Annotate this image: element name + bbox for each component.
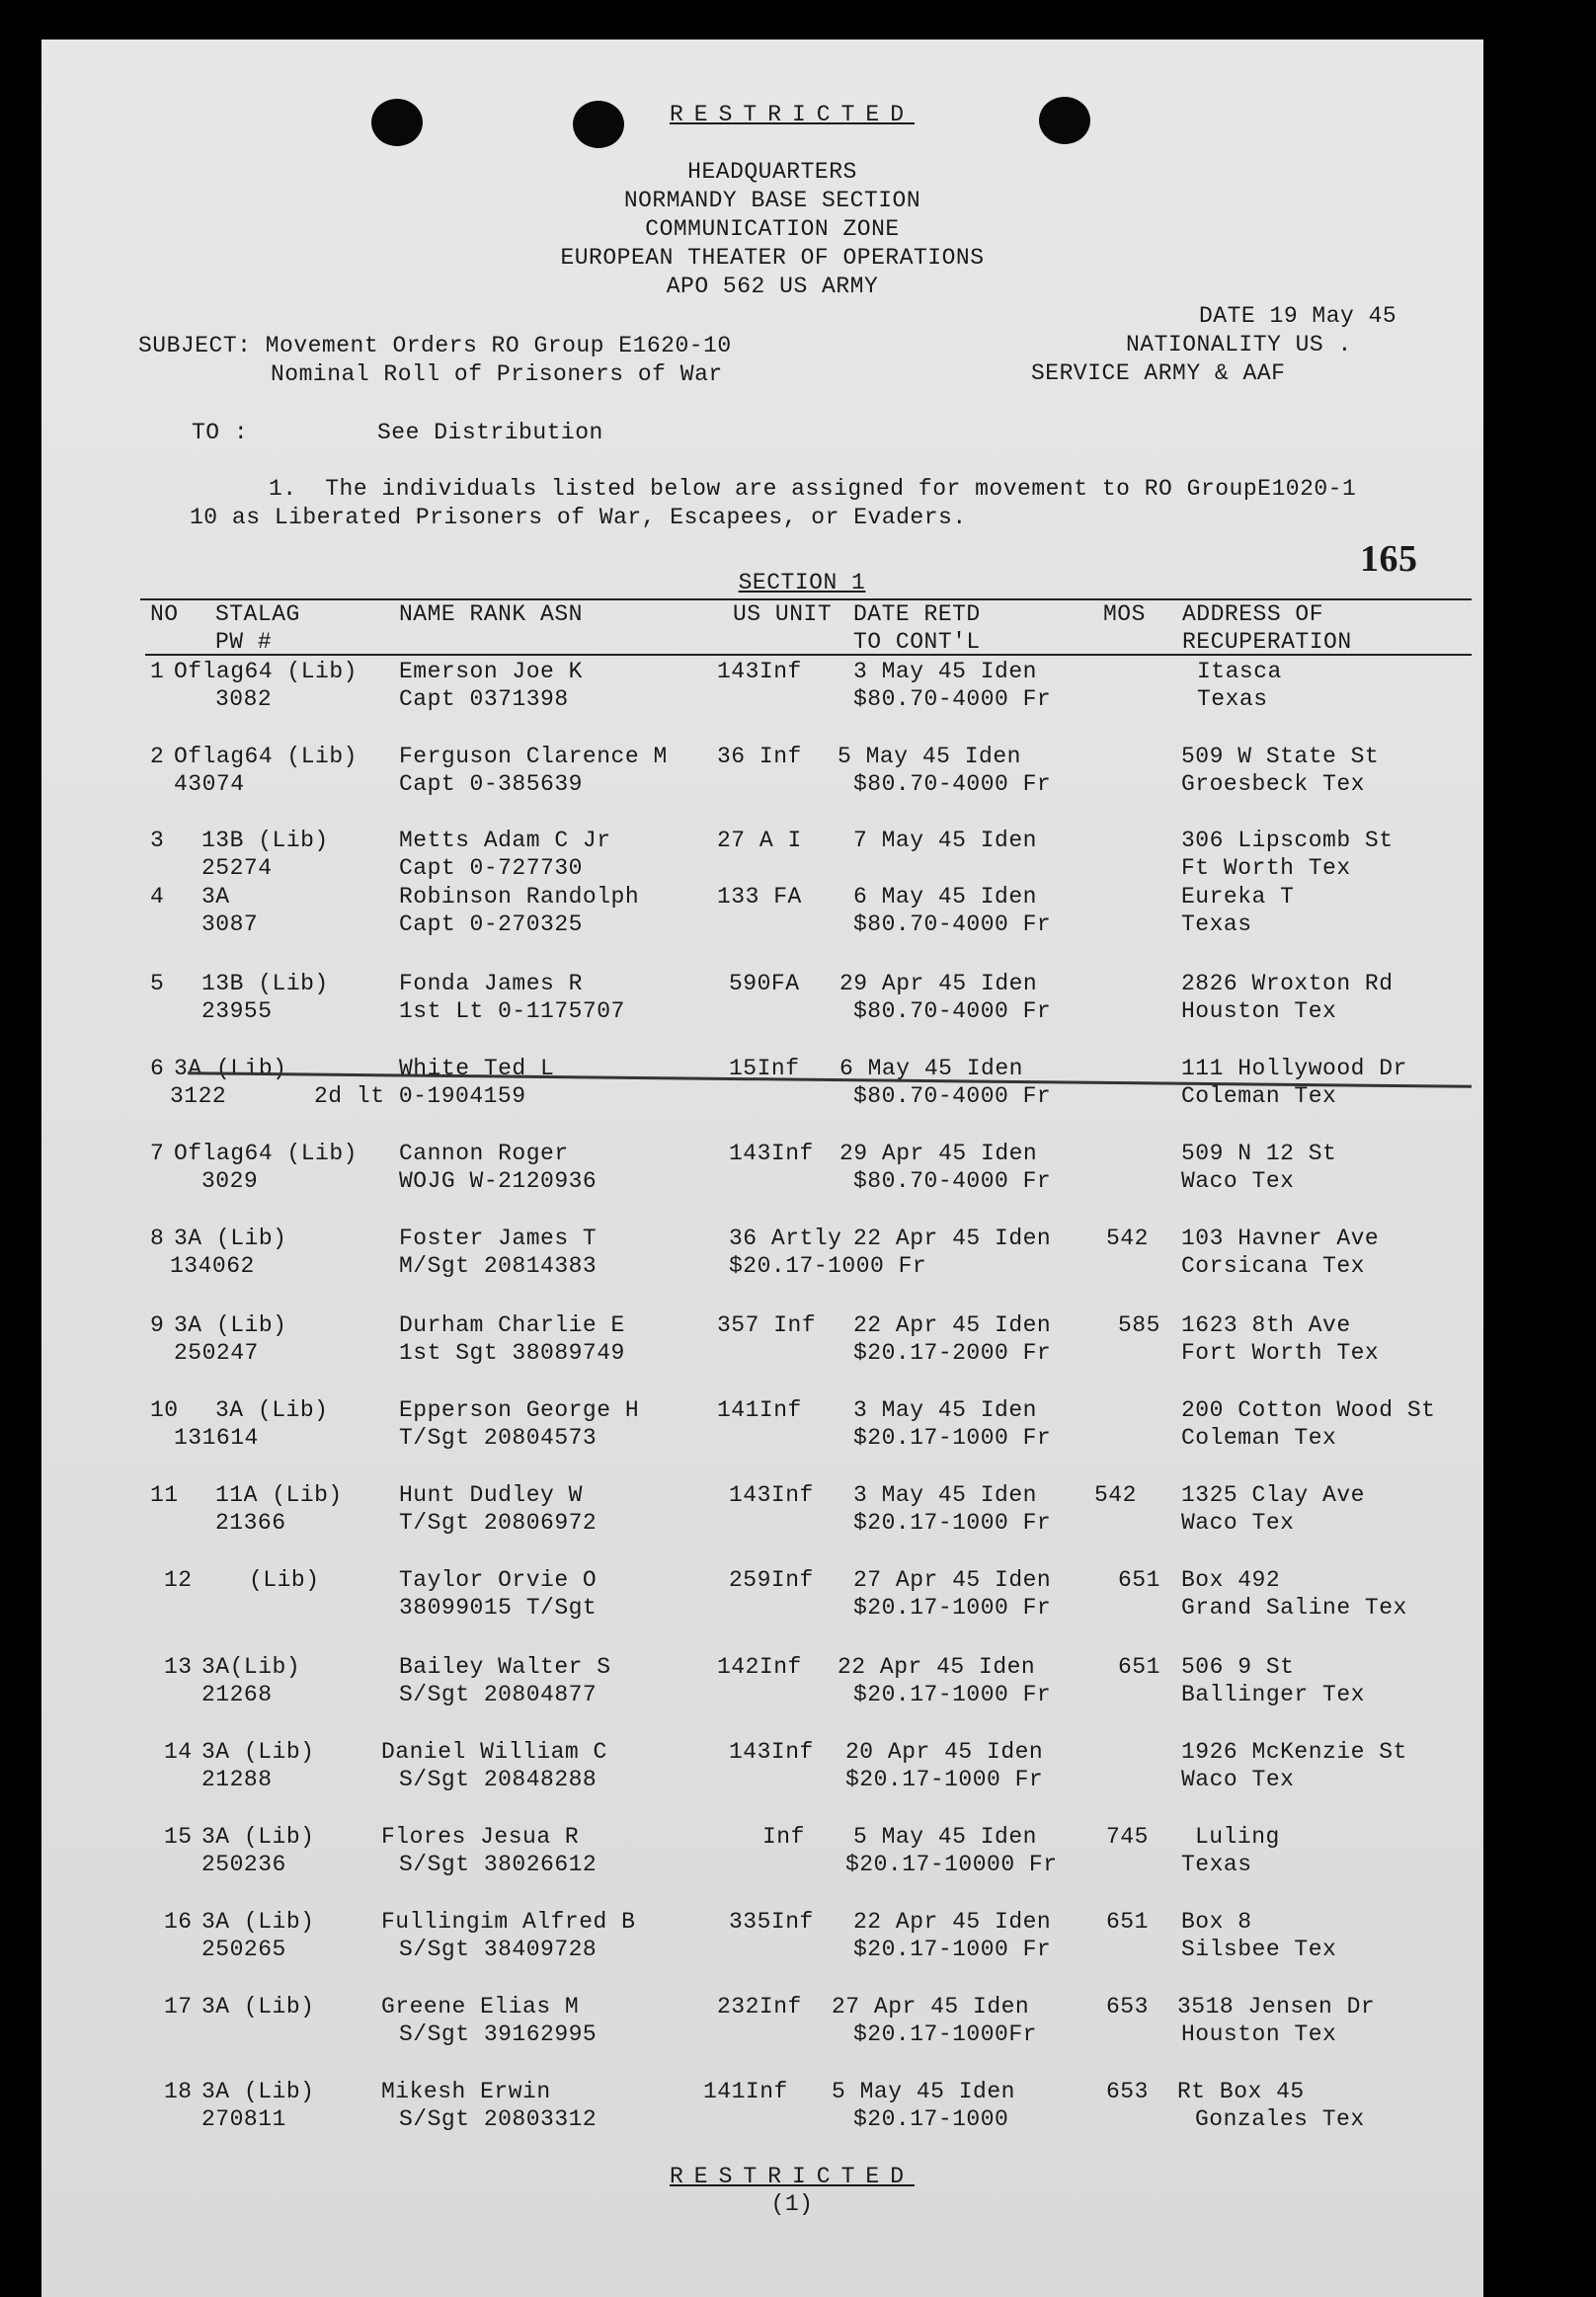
row-date: 6 May 45 Iden [839, 1056, 1023, 1081]
to-label: TO : [192, 420, 249, 445]
restricted-header: RESTRICTED [669, 102, 916, 127]
row-unit: 259Inf [729, 1567, 814, 1593]
row-pay: $80.70-4000 Fr [853, 771, 1052, 797]
row-unit: 141Inf [703, 2079, 788, 2104]
page-stamp: 165 [1360, 538, 1418, 580]
row-address-1: Rt Box 45 [1177, 2079, 1305, 2104]
row-date: 6 May 45 Iden [853, 884, 1037, 910]
row-rank: 2d lt 0-1904159 [314, 1083, 526, 1109]
row-pw: 3082 [215, 686, 273, 712]
row-address-2: Waco Tex [1181, 1510, 1295, 1536]
row-no: 15 [164, 1824, 193, 1850]
row-no: 12 [164, 1567, 193, 1593]
row-rank: 38099015 T/Sgt [399, 1595, 598, 1621]
row-stalag: 3A (Lib) [201, 2079, 315, 2104]
row-address-1: Itasca [1197, 659, 1282, 684]
row-date: 3 May 45 Iden [853, 1482, 1037, 1508]
row-unit: 15Inf [729, 1056, 800, 1081]
to-value: See Distribution [377, 420, 603, 445]
row-rank: S/Sgt 39162995 [399, 2021, 598, 2047]
row-stalag: 3A (Lib) [174, 1226, 287, 1251]
table-row [41, 1481, 1483, 1550]
row-unit: 143Inf [717, 659, 802, 684]
subject-line: SUBJECT: Movement Orders RO Group E1620-10 [138, 333, 732, 358]
row-address-2: Fort Worth Tex [1181, 1340, 1380, 1366]
table-row [41, 1566, 1483, 1635]
row-date: 3 May 45 Iden [853, 659, 1037, 684]
row-address-1: 1325 Clay Ave [1181, 1482, 1365, 1508]
table-row [41, 658, 1483, 727]
table-row [41, 1396, 1483, 1465]
row-address-2: Houston Tex [1181, 998, 1337, 1024]
row-pw: 3087 [201, 911, 259, 937]
row-rank: Capt 0-385639 [399, 771, 583, 797]
row-name: Metts Adam C Jr [399, 828, 611, 853]
row-name: Mikesh Erwin [381, 2079, 551, 2104]
row-stalag: Oflag64 (Lib) [174, 744, 358, 769]
paragraph-line: 10 as Liberated Prisoners of War, Escapees, or Evaders. [190, 505, 967, 530]
row-pw: 270811 [201, 2106, 286, 2132]
row-pw: 21288 [201, 1767, 273, 1792]
row-rank: S/Sgt 38409728 [399, 1937, 598, 1962]
row-mos: 651 [1118, 1654, 1160, 1680]
row-pay: $80.70-4000 Fr [853, 686, 1052, 712]
row-date: 5 May 45 Iden [832, 2079, 1015, 2104]
row-pay: $80.70-4000 Fr [853, 1168, 1052, 1194]
row-address-2: Waco Tex [1181, 1767, 1295, 1792]
row-date: 5 May 45 Iden [838, 744, 1021, 769]
row-rank: Capt 0-727730 [399, 855, 583, 881]
table-row [41, 1738, 1483, 1807]
row-no: 6 [150, 1056, 165, 1081]
row-address-1: Box 8 [1181, 1909, 1252, 1935]
row-address-1: 1926 McKenzie St [1181, 1739, 1407, 1765]
row-address-2: Ballinger Tex [1181, 1682, 1365, 1707]
table-row [41, 1225, 1483, 1294]
row-address-2: Texas [1181, 1852, 1252, 1877]
row-unit: 143Inf [729, 1482, 814, 1508]
row-name: Epperson George H [399, 1397, 640, 1423]
org-line: EUROPEAN THEATER OF OPERATIONS [560, 245, 985, 271]
row-no: 2 [150, 744, 165, 769]
row-no: 9 [150, 1312, 165, 1338]
row-stalag: 3A (Lib) [174, 1312, 287, 1338]
row-address-2: Texas [1197, 686, 1268, 712]
row-stalag: 3A(Lib) [201, 1654, 301, 1680]
row-stalag: 13B (Lib) [201, 828, 329, 853]
row-pay: $20.17-1000 Fr [853, 1425, 1052, 1451]
row-no: 18 [164, 2079, 193, 2104]
row-address-1: Eureka T [1181, 884, 1295, 910]
row-address-2: Grand Saline Tex [1181, 1595, 1407, 1621]
row-rank: Capt 0371398 [399, 686, 569, 712]
table-row [41, 883, 1483, 952]
row-stalag: 11A (Lib) [215, 1482, 343, 1508]
table-row [41, 1823, 1483, 1892]
row-pay: $20.17-1000 Fr [853, 1510, 1052, 1536]
rule-line [145, 654, 1472, 656]
row-pay: $20.17-1000 [853, 2106, 1009, 2132]
row-pay: $20.17-1000 Fr [853, 1595, 1052, 1621]
subject-line-2: Nominal Roll of Prisoners of War [271, 361, 723, 387]
row-unit: 143Inf [729, 1739, 814, 1765]
col-unit: US UNIT [733, 601, 833, 627]
table-row [41, 2078, 1483, 2147]
col-mos: MOS [1103, 601, 1146, 627]
row-no: 4 [150, 884, 165, 910]
org-line: HEADQUARTERS [687, 159, 857, 185]
row-address-2: Gonzales Tex [1195, 2106, 1365, 2132]
restricted-footer: RESTRICTED [669, 2164, 916, 2189]
row-mos: 653 [1106, 2079, 1149, 2104]
row-rank: 1st Lt 0-1175707 [399, 998, 625, 1024]
row-address-2: Groesbeck Tex [1181, 771, 1365, 797]
row-address-1: 111 Hollywood Dr [1181, 1056, 1407, 1081]
row-pw: 21268 [201, 1682, 273, 1707]
row-name: Cannon Roger [399, 1141, 569, 1166]
row-stalag: 3A (Lib) [174, 1056, 287, 1081]
table-row [41, 1993, 1483, 2062]
nationality-field: NATIONALITY US . [1126, 332, 1352, 357]
row-no: 14 [164, 1739, 193, 1765]
row-stalag: Oflag64 (Lib) [174, 1141, 358, 1166]
row-mos: 651 [1106, 1909, 1149, 1935]
punch-hole [371, 99, 423, 146]
row-mos: 542 [1106, 1226, 1149, 1251]
row-pay: $80.70-4000 Fr [853, 998, 1052, 1024]
row-address-2: Silsbee Tex [1181, 1937, 1337, 1962]
row-pay: $20.17-1000 Fr [853, 1682, 1052, 1707]
row-pay: $80.70-4000 Fr [853, 911, 1052, 937]
row-address-2: Corsicana Tex [1181, 1253, 1365, 1279]
row-mos: 745 [1106, 1824, 1149, 1850]
row-name: Emerson Joe K [399, 659, 583, 684]
date-field: DATE 19 May 45 [1199, 303, 1397, 329]
row-no: 1 [150, 659, 165, 684]
row-name: Flores Jesua R [381, 1824, 580, 1850]
row-pay: $20.17-10000 Fr [845, 1852, 1058, 1877]
row-pay: $20.17-1000 Fr [845, 1767, 1044, 1792]
table-row [41, 1653, 1483, 1722]
row-stalag: Oflag64 (Lib) [174, 659, 358, 684]
col-date: DATE RETD [853, 601, 981, 627]
row-address-1: 3518 Jensen Dr [1177, 1994, 1376, 2020]
row-pw: 134062 [170, 1253, 255, 1279]
row-date: 29 Apr 45 Iden [839, 971, 1038, 996]
row-date: 22 Apr 45 Iden [853, 1909, 1052, 1935]
section-title: SECTION 1 [738, 570, 866, 595]
col-date-2: TO CONT'L [853, 629, 981, 655]
table-row [41, 1908, 1483, 1977]
col-address-2: RECUPERATION [1182, 629, 1352, 655]
row-pay: $20.17-2000 Fr [853, 1340, 1052, 1366]
row-rank: S/Sgt 20804877 [399, 1682, 598, 1707]
row-rank: S/Sgt 38026612 [399, 1852, 598, 1877]
row-pay: $80.70-4000 Fr [853, 1083, 1052, 1109]
row-no: 7 [150, 1141, 165, 1166]
col-address: ADDRESS OF [1182, 601, 1324, 627]
row-address-1: 509 N 12 St [1181, 1141, 1337, 1166]
table-row [41, 970, 1483, 1039]
row-pw: 131614 [174, 1425, 259, 1451]
table-row [41, 1311, 1483, 1381]
document-page [41, 40, 1483, 2297]
col-no: NO [150, 601, 179, 627]
row-unit: 142Inf [717, 1654, 802, 1680]
row-pw: 250265 [201, 1937, 286, 1962]
row-no: 16 [164, 1909, 193, 1935]
row-rank: T/Sgt 20806972 [399, 1510, 598, 1536]
row-address-2: Waco Tex [1181, 1168, 1295, 1194]
row-rank: Capt 0-270325 [399, 911, 583, 937]
col-name: NAME RANK ASN [399, 601, 583, 627]
row-date: 27 Apr 45 Iden [832, 1994, 1030, 2020]
row-pay: $20.17-1000Fr [853, 2021, 1037, 2047]
row-stalag: 3A (Lib) [215, 1397, 329, 1423]
row-no: 11 [150, 1482, 179, 1508]
row-date: 7 May 45 Iden [853, 828, 1037, 853]
row-address-1: 103 Havner Ave [1181, 1226, 1380, 1251]
row-stalag: 3A (Lib) [201, 1739, 315, 1765]
row-address-1: 509 W State St [1181, 744, 1380, 769]
row-pw: 21366 [215, 1510, 286, 1536]
table-row-struck [41, 1055, 1483, 1124]
row-name: Fonda James R [399, 971, 583, 996]
row-stalag: 3A (Lib) [201, 1994, 315, 2020]
row-rank: WOJG W-2120936 [399, 1168, 598, 1194]
row-name: Taylor Orvie O [399, 1567, 598, 1593]
row-address-1: 1623 8th Ave [1181, 1312, 1351, 1338]
row-address-2: Ft Worth Tex [1181, 855, 1351, 881]
row-address-2: Coleman Tex [1181, 1425, 1337, 1451]
row-unit: 357 Inf [717, 1312, 817, 1338]
punch-hole [1039, 97, 1090, 144]
row-date: 5 May 45 Iden [853, 1824, 1037, 1850]
row-mos: 653 [1106, 1994, 1149, 2020]
row-pw: 25274 [201, 855, 273, 881]
service-field: SERVICE ARMY & AAF [1031, 360, 1286, 386]
row-name: Bailey Walter S [399, 1654, 611, 1680]
row-rank: S/Sgt 20848288 [399, 1767, 598, 1792]
row-no: 3 [150, 828, 165, 853]
paragraph-line: 1. The individuals listed below are assigned for movement to RO GroupE1020-1 [269, 476, 1357, 502]
row-pw: 250236 [201, 1852, 286, 1877]
row-no: 10 [150, 1397, 179, 1423]
org-line: NORMANDY BASE SECTION [623, 188, 921, 213]
row-pay: $20.17-1000 Fr [729, 1253, 927, 1279]
row-rank: T/Sgt 20804573 [399, 1425, 598, 1451]
row-unit: 232Inf [717, 1994, 802, 2020]
row-address-1: Box 492 [1181, 1567, 1281, 1593]
row-pw: 43074 [174, 771, 245, 797]
row-name: Daniel William C [381, 1739, 607, 1765]
row-date: 27 Apr 45 Iden [853, 1567, 1052, 1593]
row-unit: 36 Artly [729, 1226, 842, 1251]
row-stalag: (Lib) [249, 1567, 320, 1593]
row-unit: 27 A I [717, 828, 802, 853]
row-rank: 1st Sgt 38089749 [399, 1340, 625, 1366]
row-unit: 143Inf [729, 1141, 814, 1166]
row-unit: 590FA [729, 971, 800, 996]
table-row [41, 743, 1483, 812]
row-date: 29 Apr 45 Iden [839, 1141, 1038, 1166]
row-address-2: Houston Tex [1181, 2021, 1337, 2047]
row-unit: Inf [762, 1824, 805, 1850]
table-row [41, 1140, 1483, 1209]
row-no: 17 [164, 1994, 193, 2020]
row-rank: M/Sgt 20814383 [399, 1253, 598, 1279]
row-name: Robinson Randolph [399, 884, 640, 910]
row-address-1: 2826 Wroxton Rd [1181, 971, 1394, 996]
row-pw: 250247 [174, 1340, 259, 1366]
row-name: Fullingim Alfred B [381, 1909, 636, 1935]
row-name: Ferguson Clarence M [399, 744, 668, 769]
row-name: Durham Charlie E [399, 1312, 625, 1338]
row-mos: 542 [1094, 1482, 1137, 1508]
row-unit: 141Inf [717, 1397, 802, 1423]
org-line: COMMUNICATION ZONE [645, 216, 900, 242]
row-address-2: Coleman Tex [1181, 1083, 1337, 1109]
row-address-2: Texas [1181, 911, 1252, 937]
row-date: 20 Apr 45 Iden [845, 1739, 1044, 1765]
org-line: APO 562 US ARMY [666, 274, 879, 299]
row-unit: 133 FA [717, 884, 802, 910]
row-name: White Ted L [399, 1056, 555, 1081]
row-unit: 36 Inf [717, 744, 802, 769]
row-stalag: 3A [201, 884, 230, 910]
row-name: Foster James T [399, 1226, 598, 1251]
row-date: 22 Apr 45 Iden [853, 1312, 1052, 1338]
row-mos: 585 [1118, 1312, 1160, 1338]
row-address-1: 506 9 St [1181, 1654, 1295, 1680]
row-pw: 3029 [201, 1168, 259, 1194]
row-name: Hunt Dudley W [399, 1482, 583, 1508]
row-unit: 335Inf [729, 1909, 814, 1935]
row-no: 13 [164, 1654, 193, 1680]
page-number: (1) [770, 2191, 814, 2217]
row-address-1: Luling [1195, 1824, 1280, 1850]
row-pw: 3122 [170, 1083, 227, 1109]
row-no: 5 [150, 971, 165, 996]
row-no: 8 [150, 1226, 165, 1251]
col-stalag-2: PW # [215, 629, 273, 655]
row-stalag: 3A (Lib) [201, 1909, 315, 1935]
row-mos: 651 [1118, 1567, 1160, 1593]
row-date: 22 Apr 45 Iden [853, 1226, 1052, 1251]
row-name: Greene Elias M [381, 1994, 580, 2020]
row-date: 3 May 45 Iden [853, 1397, 1037, 1423]
row-pay: $20.17-1000 Fr [853, 1937, 1052, 1962]
row-stalag: 13B (Lib) [201, 971, 329, 996]
col-stalag: STALAG [215, 601, 300, 627]
row-date: 22 Apr 45 Iden [838, 1654, 1036, 1680]
row-address-1: 306 Lipscomb St [1181, 828, 1394, 853]
row-rank: S/Sgt 20803312 [399, 2106, 598, 2132]
row-stalag: 3A (Lib) [201, 1824, 315, 1850]
row-address-1: 200 Cotton Wood St [1181, 1397, 1436, 1423]
row-pw: 23955 [201, 998, 273, 1024]
